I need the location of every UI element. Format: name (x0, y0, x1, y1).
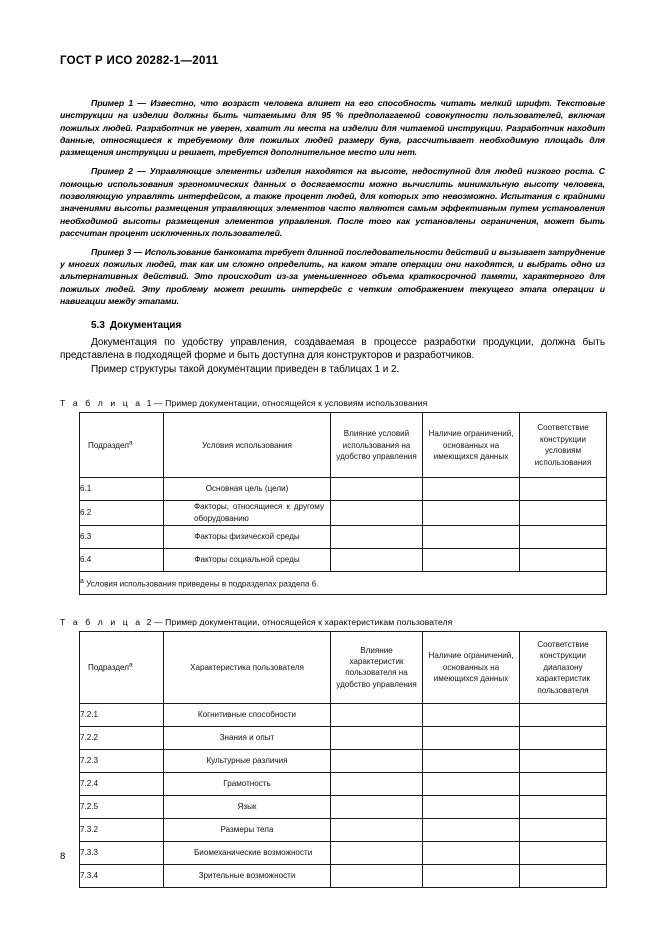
table-2-row-2-name: Знания и опыт (164, 726, 331, 749)
table-2-row-4-name: Грамотность (164, 772, 331, 795)
table-2-row-8-name: Зрительные возможности (164, 864, 331, 887)
table-2-row-1-limitations (423, 703, 520, 726)
table-1-row-1-limitations (423, 478, 520, 501)
table-2-row-3-number: 7.2.3 (80, 749, 164, 772)
table-2-row-7-conformity (520, 841, 607, 864)
table-2-row-8-limitations (423, 864, 520, 887)
table-row (80, 525, 607, 548)
table-2-row-5-number: 7.2.5 (80, 795, 164, 818)
table-2-row-4-influence (331, 772, 423, 795)
table-2-row-5-name: Язык (164, 795, 331, 818)
table-1-row-1-number: 6.1 (80, 478, 164, 501)
table-row (80, 841, 607, 864)
document-header-title: ГОСТ Р ИСО 20282-1—2011 (60, 55, 219, 67)
table-1-footnote-text: Условия использования приведены в подразделах раздела 6. (86, 579, 319, 589)
table-2-row-3-limitations (423, 749, 520, 772)
table-row (80, 703, 607, 726)
table-1-header-conformity: Соответствие конструкции условиям использования (520, 413, 607, 478)
table-1-caption-word: Т а б л и ц а (60, 398, 143, 409)
table-2-row-7-name: Биомеханические возможности (164, 841, 331, 864)
table-2-row-5-conformity (520, 795, 607, 818)
table-2-row-1-conformity (520, 703, 607, 726)
table-2-caption-word: Т а б л и ц а (60, 616, 143, 627)
table-2-row-1-name: Когнитивные способности (164, 703, 331, 726)
table-1-row-3-name: Факторы физической среды (164, 525, 331, 548)
page-number: 8 (60, 851, 66, 862)
table-row (80, 749, 607, 772)
table-2-body (80, 703, 607, 887)
table-2-row-6-influence (331, 818, 423, 841)
table-2-row-4-limitations (423, 772, 520, 795)
table-2-caption-text: — Пример документации, относящейся к характеристикам пользователя (153, 616, 453, 627)
table-2-row-5-influence (331, 795, 423, 818)
table-2-header-subsection-label: Подраздел (88, 662, 129, 672)
section-paragraph-1: Документация по удобству управления, создаваемая в процессе разработки продукции, должна быть представлена в подходящей форме и быть доступна для конструкторов и разработчиков. (60, 336, 605, 362)
table-1-header-row (80, 413, 607, 478)
table-2-row-2-influence (331, 726, 423, 749)
section-number: 5.3 (91, 319, 105, 331)
section-paragraph-2: Пример структуры такой документации приведен в таблицах 1 и 2. (91, 363, 400, 375)
table-2-header-limitations: Наличие ограничений, основанных на имеющихся данных (423, 631, 520, 703)
table-2-row-2-conformity (520, 726, 607, 749)
table-2-row-1-number: 7.2.1 (80, 703, 164, 726)
table-2-header-row (80, 631, 607, 703)
table-1-row-2-number: 6.2 (80, 501, 164, 526)
table-1-footnote (80, 571, 607, 594)
table-2-row-3-conformity (520, 749, 607, 772)
table-2-row-8-number: 7.3.4 (80, 864, 164, 887)
table-2-row-1-influence (331, 703, 423, 726)
table-2-row-4-number: 7.2.4 (80, 772, 164, 795)
table-1-footnote-row (80, 571, 607, 594)
table-row (80, 795, 607, 818)
table-1-row-3-conformity (520, 525, 607, 548)
section-title: Документация (109, 319, 182, 331)
table-1-header-influence: Влияние условий использования на удобство управления (331, 413, 423, 478)
table-1-row-4-limitations (423, 548, 520, 571)
table-1-row-1-conformity (520, 478, 607, 501)
table-row (80, 726, 607, 749)
table-2-row-8-conformity (520, 864, 607, 887)
table-1-row-4-influence (331, 548, 423, 571)
table-2-row-3-name: Культурные различия (164, 749, 331, 772)
table-2-row-3-influence (331, 749, 423, 772)
table-1-header-subsection-label: Подраздел (88, 440, 129, 450)
example-paragraph-2: Пример 2 — Управляющие элементы изделия находятся на высоте, недоступной для людей низкого роста. С помощью использования эргономических данных о досягаемости можно вычислить минимальную высоту человека, позволяющую управлять интерфейсом, а также процент людей, для которых это невозможно. Испытания с крайними значениями высоты размещения управляющих элементов часто являются самым эффективным путем установления необходимой высоты размещения элементов управления. После того как установлены ограничения, может быть рассчитан процент исключенных пользователей. (60, 166, 605, 238)
table-1-row-4-number: 6.4 (80, 548, 164, 571)
section-heading-5-3 (60, 320, 606, 331)
table-1-header-footnote-marker: а (129, 438, 133, 446)
table-2-row-4-conformity (520, 772, 607, 795)
table-1-footnote-marker: а (80, 577, 84, 585)
table-2 (79, 631, 607, 888)
table-2-row-8-influence (331, 864, 423, 887)
table-2-caption (60, 617, 606, 627)
table-2-row-5-limitations (423, 795, 520, 818)
table-2-row-6-name: Размеры тела (164, 818, 331, 841)
example-paragraph-1: Пример 1 — Известно, что возраст человека влияет на его способность читать мелкий шрифт. Текстовые инструкции на изделии должны быть читаемыми для 95 % предполагаемой совокупности пользователей, включая пожилых людей. Разработчик не уверен, хватит ли места на изделии для читаемой инструкции. Разработчик находит данные, относящиеся к требуемому для пожилых людей размеру букв, рассчитывает необходимую площадь для размещения инструкции и решает, требуется дополнительное место или нет. (60, 98, 605, 158)
table-1-caption-text: — Пример документации, относящейся к условиям использования (153, 398, 428, 409)
table-1-row-2-conformity (520, 501, 607, 526)
table-2-header-subsection (80, 631, 164, 703)
example-paragraph-3: Пример 3 — Использование банкомата требует длинной последовательности действий и вызывает затруднение у многих пожилых людей, так как им сложно определить, на каком этапе операции они находятся, и выбрать одно из альтернативных действий. Это происходит из-за уменьшенного объема краткосрочной памяти, характерного для пожилых людей. Эту проблему может решить интерфейс с четким отображением текущего этапа операции и навигации между этапами. (60, 246, 605, 307)
table-row (80, 501, 607, 526)
table-2-row-6-limitations (423, 818, 520, 841)
table-1-header-conditions: Условия использования (164, 413, 331, 478)
table-2-row-7-influence (331, 841, 423, 864)
table-1-row-3-limitations (423, 525, 520, 548)
table-1-row-3-number: 6.3 (80, 525, 164, 548)
table-row (80, 772, 607, 795)
table-1-row-2-influence (331, 501, 423, 526)
table-1-row-2-name: Факторы, относящиеся к другому оборудованию (164, 501, 331, 526)
table-1-caption-number: 1 (146, 398, 152, 409)
table-2-row-6-conformity (520, 818, 607, 841)
table-row (80, 818, 607, 841)
table-1-row-1-influence (331, 478, 423, 501)
table-1-body (80, 478, 607, 595)
table-1-row-2-limitations (423, 501, 520, 526)
table-1-row-1-name: Основная цель (цели) (164, 478, 331, 501)
table-2-row-2-number: 7.2.2 (80, 726, 164, 749)
table-2-row-6-number: 7.3.2 (80, 818, 164, 841)
table-row (80, 478, 607, 501)
page-content (60, 55, 606, 888)
table-2-header-footnote-marker: а (129, 661, 133, 668)
table-2-row-7-number: 7.3.3 (80, 841, 164, 864)
table-row (80, 548, 607, 571)
table-1-row-3-influence (331, 525, 423, 548)
table-2-header-characteristic: Характеристика пользователя (164, 631, 331, 703)
table-1-header-limitations: Наличие ограничений, основанных на имеющихся данных (423, 413, 520, 478)
table-1-row-4-name: Факторы социальной среды (164, 548, 331, 571)
table-2-row-7-limitations (423, 841, 520, 864)
table-row (80, 864, 607, 887)
table-2-header-conformity: Соответствие конструкции диапазону характеристик пользователя (520, 631, 607, 703)
table-1 (79, 412, 607, 595)
table-1-caption (60, 398, 606, 408)
table-2-row-2-limitations (423, 726, 520, 749)
table-2-caption-number: 2 (146, 616, 152, 627)
table-1-header-subsection (80, 413, 164, 478)
table-1-row-4-conformity (520, 548, 607, 571)
table-2-header-influence: Влияние характеристик пользователя на удобство управления (331, 631, 423, 703)
